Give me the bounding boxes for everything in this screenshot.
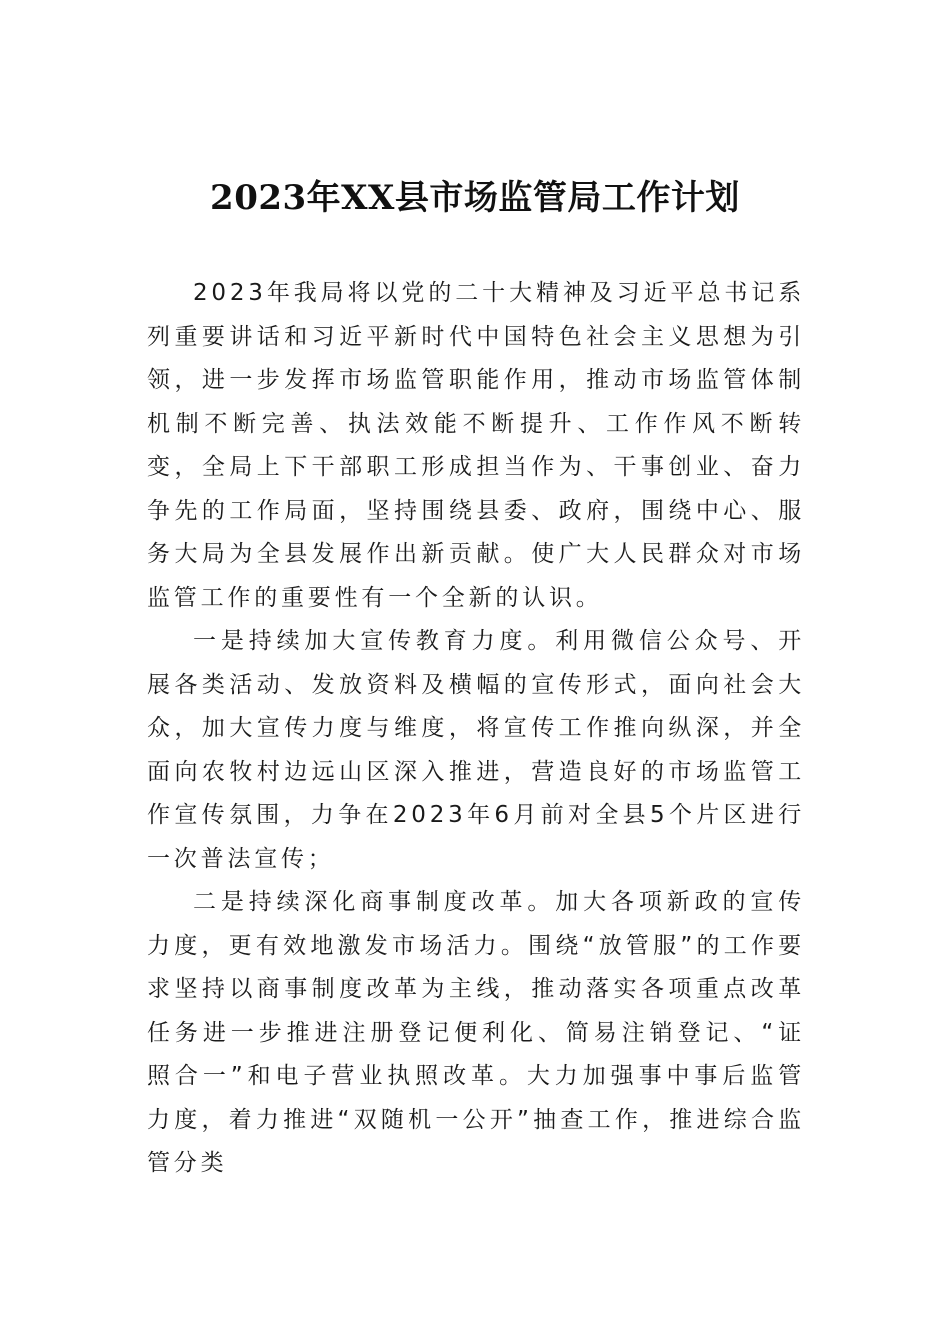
document-title: 2023年XX县市场监管局工作计划 (210, 178, 740, 218)
paragraph-intro: 2023年我局将以党的二十大精神及习近平总书记系列重要讲话和习近平新时代中国特色社会主义思想为引领，进一步发挥市场监管职能作用，推动市场监管体制机制不断完善、执法效能不断提升、工作作风不断转变，全局上下干部职工形成担当作为、干事创业、奋力争先的工作局面，坚持围绕县委、政府，围绕中心、服务大局为全县发展作出新贡献。使广大人民群众对市场监管工作的重要性有一个全新的认识。 (147, 280, 805, 611)
paragraph-reform: 二是持续深化商事制度改革。加大各项新政的宣传力度，更有效地激发市场活力。围绕“放管服”的工作要求坚持以商事制度改革为主线，推动落实各项重点改革任务进一步推进注册登记便利化、简易注销登记、“证照合一”和电子营业执照改革。大力加强事中事后监管力度，着力推进“双随机一公开”抽查工作，推进综合监管分类 (147, 889, 805, 1176)
paragraph-publicity: 一是持续加大宣传教育力度。利用微信公众号、开展各类活动、发放资料及横幅的宣传形式，面向社会大众，加大宣传力度与维度，将宣传工作推向纵深，并全面向农牧村边远山区深入推进，营造良好的市场监管工作宣传氛围，力争在2023年6月前对全县5个片区进行一次普法宣传； (147, 628, 805, 872)
document-body (147, 272, 805, 1186)
